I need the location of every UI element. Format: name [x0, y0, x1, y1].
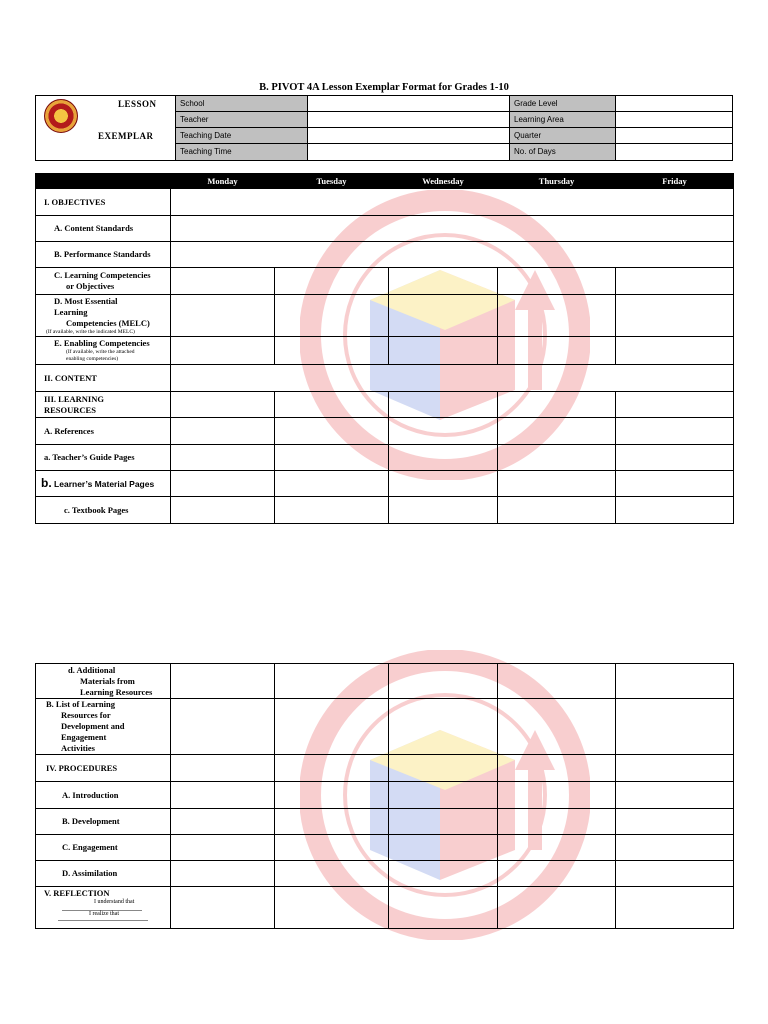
cell-wednesday[interactable] — [389, 782, 498, 809]
day-header-friday: Friday — [616, 174, 734, 189]
quarter-label: Quarter — [510, 128, 616, 143]
development-label: B. Development — [36, 809, 171, 835]
cell-wednesday[interactable] — [389, 809, 498, 835]
cell-tuesday[interactable] — [275, 445, 389, 471]
cell-friday[interactable] — [616, 392, 734, 418]
table-row — [36, 392, 734, 418]
cell-monday[interactable] — [171, 755, 275, 782]
table-row — [36, 337, 734, 365]
cell-wednesday[interactable] — [389, 445, 498, 471]
lesson-plan-table — [35, 173, 734, 524]
cell-thursday[interactable] — [498, 664, 616, 699]
day-header-row — [36, 174, 734, 189]
textbook-pages-label: c. Textbook Pages — [36, 497, 171, 524]
cell-wednesday[interactable] — [389, 268, 498, 295]
cell-tuesday[interactable] — [275, 392, 389, 418]
header-row — [176, 96, 732, 112]
cell-tuesday[interactable] — [275, 418, 389, 445]
grade-level-label: Grade Level — [510, 96, 616, 111]
reflection-label: V. REFLECTION I understand that I realize that — [36, 887, 171, 929]
cell-thursday[interactable] — [498, 418, 616, 445]
table-row — [36, 189, 734, 216]
table-row — [36, 835, 734, 861]
teacher-field[interactable] — [308, 112, 510, 127]
cell-monday[interactable] — [171, 699, 275, 755]
learning-resources-label: III. LEARNING RESOURCES — [36, 392, 171, 418]
cell-tuesday[interactable] — [275, 295, 389, 337]
cell-wednesday[interactable] — [389, 699, 498, 755]
table-row — [36, 782, 734, 809]
cell-friday[interactable] — [616, 664, 734, 699]
cell-thursday[interactable] — [498, 337, 616, 365]
teacher-label: Teacher — [176, 112, 308, 127]
table-row — [36, 664, 734, 699]
teaching-time-label: Teaching Time — [176, 144, 308, 160]
cell-friday[interactable] — [616, 699, 734, 755]
no-of-days-label: No. of Days — [510, 144, 616, 160]
cell-tuesday[interactable] — [275, 782, 389, 809]
table-row — [36, 755, 734, 782]
blank-line — [58, 920, 148, 921]
cell-friday[interactable] — [616, 471, 734, 497]
cell-monday[interactable] — [171, 861, 275, 887]
additional-materials-label: d. Additional Materials from Learning Resources — [36, 664, 171, 699]
objectives-label: I. OBJECTIVES — [36, 189, 171, 216]
cell-tuesday[interactable] — [275, 497, 389, 524]
cell-monday[interactable] — [171, 268, 275, 295]
table-row — [36, 861, 734, 887]
introduction-label: A. Introduction — [36, 782, 171, 809]
cell-wednesday[interactable] — [389, 861, 498, 887]
school-label: School — [176, 96, 308, 111]
header-row — [176, 144, 732, 160]
learning-area-label: Learning Area — [510, 112, 616, 127]
day-header-monday: Monday — [171, 174, 275, 189]
lesson-plan-table-continued — [35, 663, 734, 929]
cell-wednesday[interactable] — [389, 337, 498, 365]
melc-label: D. Most Essential Learning Competencies (MELC) (If available, write the indicated MELC) — [36, 295, 171, 337]
table-row — [36, 418, 734, 445]
cell-friday[interactable] — [616, 337, 734, 365]
cell-thursday[interactable] — [498, 887, 616, 929]
header-row — [176, 112, 732, 128]
cell-thursday[interactable] — [498, 835, 616, 861]
objectives-cell[interactable] — [171, 189, 734, 216]
cell-tuesday[interactable] — [275, 809, 389, 835]
cell-monday[interactable] — [171, 392, 275, 418]
cell-friday[interactable] — [616, 295, 734, 337]
teachers-guide-label: a. Teacher’s Guide Pages — [36, 445, 171, 471]
grade-level-field[interactable] — [616, 96, 732, 111]
cell-monday[interactable] — [171, 835, 275, 861]
header-fields — [176, 96, 732, 160]
cell-tuesday[interactable] — [275, 268, 389, 295]
cell-monday[interactable] — [171, 418, 275, 445]
cell-tuesday[interactable] — [275, 471, 389, 497]
table-row — [36, 445, 734, 471]
learners-material-label: b. Learner’s Material Pages — [36, 471, 171, 497]
cell-wednesday[interactable] — [389, 835, 498, 861]
cell-monday[interactable] — [171, 445, 275, 471]
cell-tuesday[interactable] — [275, 337, 389, 365]
cell-thursday[interactable] — [498, 268, 616, 295]
document-title: B. PIVOT 4A Lesson Exemplar Format for Grades 1-10 — [259, 82, 509, 93]
enabling-competencies-label: E. Enabling Competencies (If available, write the attached enabling competencies) — [36, 337, 171, 365]
logo-cell — [36, 96, 176, 160]
cell-friday[interactable] — [616, 445, 734, 471]
cell-wednesday[interactable] — [389, 497, 498, 524]
table-row — [36, 365, 734, 392]
cell-thursday[interactable] — [498, 497, 616, 524]
content-standards-label: A. Content Standards — [36, 216, 171, 242]
references-label: A. References — [36, 418, 171, 445]
cell-tuesday[interactable] — [275, 699, 389, 755]
cell-friday[interactable] — [616, 835, 734, 861]
cell-friday[interactable] — [616, 497, 734, 524]
cell-tuesday[interactable] — [275, 664, 389, 699]
cell-thursday[interactable] — [498, 445, 616, 471]
cell-wednesday[interactable] — [389, 664, 498, 699]
cell-friday[interactable] — [616, 861, 734, 887]
cell-friday[interactable] — [616, 887, 734, 929]
cell-monday[interactable] — [171, 782, 275, 809]
table-row — [36, 295, 734, 337]
table-row — [36, 809, 734, 835]
assimilation-label: D. Assimilation — [36, 861, 171, 887]
day-header-tuesday: Tuesday — [275, 174, 389, 189]
cell-thursday[interactable] — [498, 782, 616, 809]
learning-area-field[interactable] — [616, 112, 732, 127]
cell-monday[interactable] — [171, 337, 275, 365]
cell-wednesday[interactable] — [389, 755, 498, 782]
performance-standards-label: B. Performance Standards — [36, 242, 171, 268]
cell-tuesday[interactable] — [275, 887, 389, 929]
lesson-header — [35, 95, 733, 161]
cell-friday[interactable] — [616, 418, 734, 445]
no-of-days-field[interactable] — [616, 144, 732, 160]
cell-thursday[interactable] — [498, 295, 616, 337]
content-standards-cell[interactable] — [171, 216, 734, 242]
cell-tuesday[interactable] — [275, 755, 389, 782]
table-row — [36, 471, 734, 497]
table-row — [36, 699, 734, 755]
cell-monday[interactable] — [171, 887, 275, 929]
cell-thursday[interactable] — [498, 471, 616, 497]
cell-thursday[interactable] — [498, 861, 616, 887]
cell-wednesday[interactable] — [389, 471, 498, 497]
cell-thursday[interactable] — [498, 755, 616, 782]
table-row — [36, 887, 734, 929]
learning-competencies-label: C. Learning Competencies or Objectives — [36, 268, 171, 295]
table-row — [36, 268, 734, 295]
exemplar-label: EXEMPLAR — [98, 131, 154, 141]
cell-wednesday[interactable] — [389, 295, 498, 337]
header-row — [176, 128, 732, 144]
procedures-label: IV. PROCEDURES — [36, 755, 171, 782]
quarter-field[interactable] — [616, 128, 732, 143]
cell-tuesday[interactable] — [275, 861, 389, 887]
cell-thursday[interactable] — [498, 392, 616, 418]
cell-tuesday[interactable] — [275, 835, 389, 861]
cell-wednesday[interactable] — [389, 887, 498, 929]
content-cell[interactable] — [171, 365, 734, 392]
day-header-thursday: Thursday — [498, 174, 616, 189]
table-row — [36, 242, 734, 268]
table-row — [36, 497, 734, 524]
engagement-label: C. Engagement — [36, 835, 171, 861]
cell-friday[interactable] — [616, 268, 734, 295]
cell-thursday[interactable] — [498, 809, 616, 835]
cell-monday[interactable] — [171, 471, 275, 497]
cell-monday[interactable] — [171, 664, 275, 699]
cell-friday[interactable] — [616, 809, 734, 835]
teaching-time-field[interactable] — [308, 144, 510, 160]
cell-wednesday[interactable] — [389, 418, 498, 445]
cell-thursday[interactable] — [498, 699, 616, 755]
cell-friday[interactable] — [616, 755, 734, 782]
performance-standards-cell[interactable] — [171, 242, 734, 268]
content-label: II. CONTENT — [36, 365, 171, 392]
day-header-wednesday: Wednesday — [389, 174, 498, 189]
cell-monday[interactable] — [171, 809, 275, 835]
cell-friday[interactable] — [616, 782, 734, 809]
teaching-date-label: Teaching Date — [176, 128, 308, 143]
school-field[interactable] — [308, 96, 510, 111]
school-seal-icon — [44, 99, 78, 133]
table-row — [36, 216, 734, 242]
cell-monday[interactable] — [171, 497, 275, 524]
cell-wednesday[interactable] — [389, 392, 498, 418]
lesson-label: LESSON — [118, 99, 157, 109]
cell-monday[interactable] — [171, 295, 275, 337]
teaching-date-field[interactable] — [308, 128, 510, 143]
list-of-resources-label: B. List of Learning Resources for Development and Engagement Activities — [36, 699, 171, 755]
corner-header — [36, 174, 171, 189]
